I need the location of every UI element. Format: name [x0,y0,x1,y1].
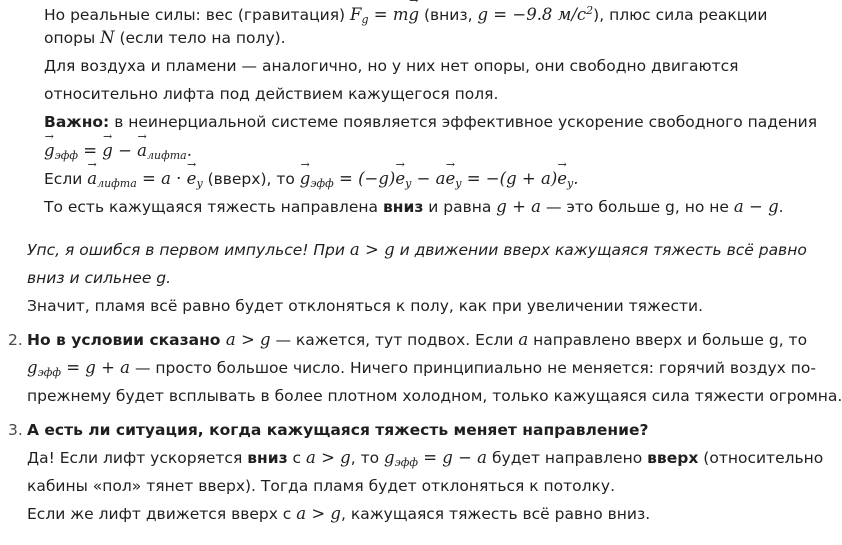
text: с [287,449,306,467]
text: Упс, я ошибся в первом импульсе! При [27,241,350,259]
math-fg: $F_g = m\to g$ [350,5,419,24]
text: (если тело на полу). [114,29,286,47]
text: Значит, пламя всё равно будет отклоняться к полу, как при увеличении тяжести. [27,297,703,315]
text: и движении вверх кажущаяся тяжесть всё равно [394,241,807,259]
text: Если [44,170,88,188]
text: направлено вверх и больше g, то [528,331,808,349]
bold-text: вниз [247,449,288,467]
text: — просто большое число. Ничего принципиально не меняется: горячий воздух по- [130,359,816,377]
math-g-plus-a: g + a [496,197,542,216]
math-g-value: g = −9.8 $м/с^2$ [477,4,594,24]
text: кабины «пол» тянет вверх). Тогда пламя будет отклоняться к потолку. [27,477,616,495]
text-line [44,83,498,105]
math-line [44,140,192,167]
text-line [27,503,650,525]
text-line [44,168,578,195]
math-a-lift: → aлифта = a · → $e_y$ [87,169,202,188]
text-line [27,239,807,261]
bold-text: Важно: [44,113,110,131]
text: . [778,198,784,216]
math-a-minus-g: a − g [733,197,779,216]
text-line [44,111,817,133]
text: будет направлено [487,449,648,467]
list-item-line [27,419,648,441]
math-g-eff-diff: gэфф = g − a [384,448,488,469]
text: — это больше g, но не [541,198,734,216]
math-a-gt-g: a > g [225,330,271,349]
list-number: 2. [8,331,23,349]
text: — кажется, тут подвох. Если [270,331,519,349]
bold-text: вверх [647,449,699,467]
text: прежнему будет всплывать в более плотном холодном, только кажущаяся сила тяжести огромна. [27,387,842,405]
text-line [27,475,615,497]
text: Если же лифт движется вверх с [27,505,297,523]
text: (вниз, [419,6,478,24]
text-line [44,27,286,49]
bold-text: А есть ли ситуация, когда кажущаяся тяжесть меняет направление? [27,421,649,439]
text: То есть кажущаяся тяжесть направлена [44,198,383,216]
text: (вверх), то [202,170,300,188]
list-item-line [27,329,807,351]
text: Для воздуха и пламени — аналогично, но у них нет опоры, они свободно двигаются [44,57,739,75]
math-a-gt-g: a > g [296,504,341,523]
text-line [27,357,816,384]
math-a-gt-g: a > g [305,448,351,467]
text: Да! Если лифт ускоряется [27,449,248,467]
bold-text: вниз [382,198,424,216]
math-g-eff-sum: gэфф = g + a [27,358,131,379]
text: вниз и сильнее g. [27,269,172,287]
math-g-eff-result: → gэфф = $(-g)\to e_y - a\to e_y = -(g + a)\to e_y$. [300,169,579,188]
math-a-gt-g: a > g [349,240,395,259]
text-line [27,295,703,317]
text: и равна [423,198,497,216]
math-g-eff-def: → gэфф = → g − → aлифта. [44,141,192,160]
list-number: 3. [8,421,23,439]
text: ), плюс сила реакции [593,6,768,24]
text: относительно лифта под действием кажущегося поля. [44,85,499,103]
text-line [44,196,784,218]
text: (относительно [698,449,824,467]
text-line [44,55,738,77]
text-line [27,385,842,407]
math-a: a [518,330,529,349]
math-n: N [100,28,115,47]
bold-text: Но в условии сказано [27,331,226,349]
text: , кажущаяся тяжесть всё равно вниз. [341,505,651,523]
text: опоры [44,29,101,47]
text: Но реальные силы: вес (гравитация) [44,6,351,24]
text: , то [350,449,385,467]
text: в неинерциальной системе появляется эффективное ускорение свободного падения [109,113,818,131]
text-line [27,447,823,474]
text-line [27,267,171,289]
